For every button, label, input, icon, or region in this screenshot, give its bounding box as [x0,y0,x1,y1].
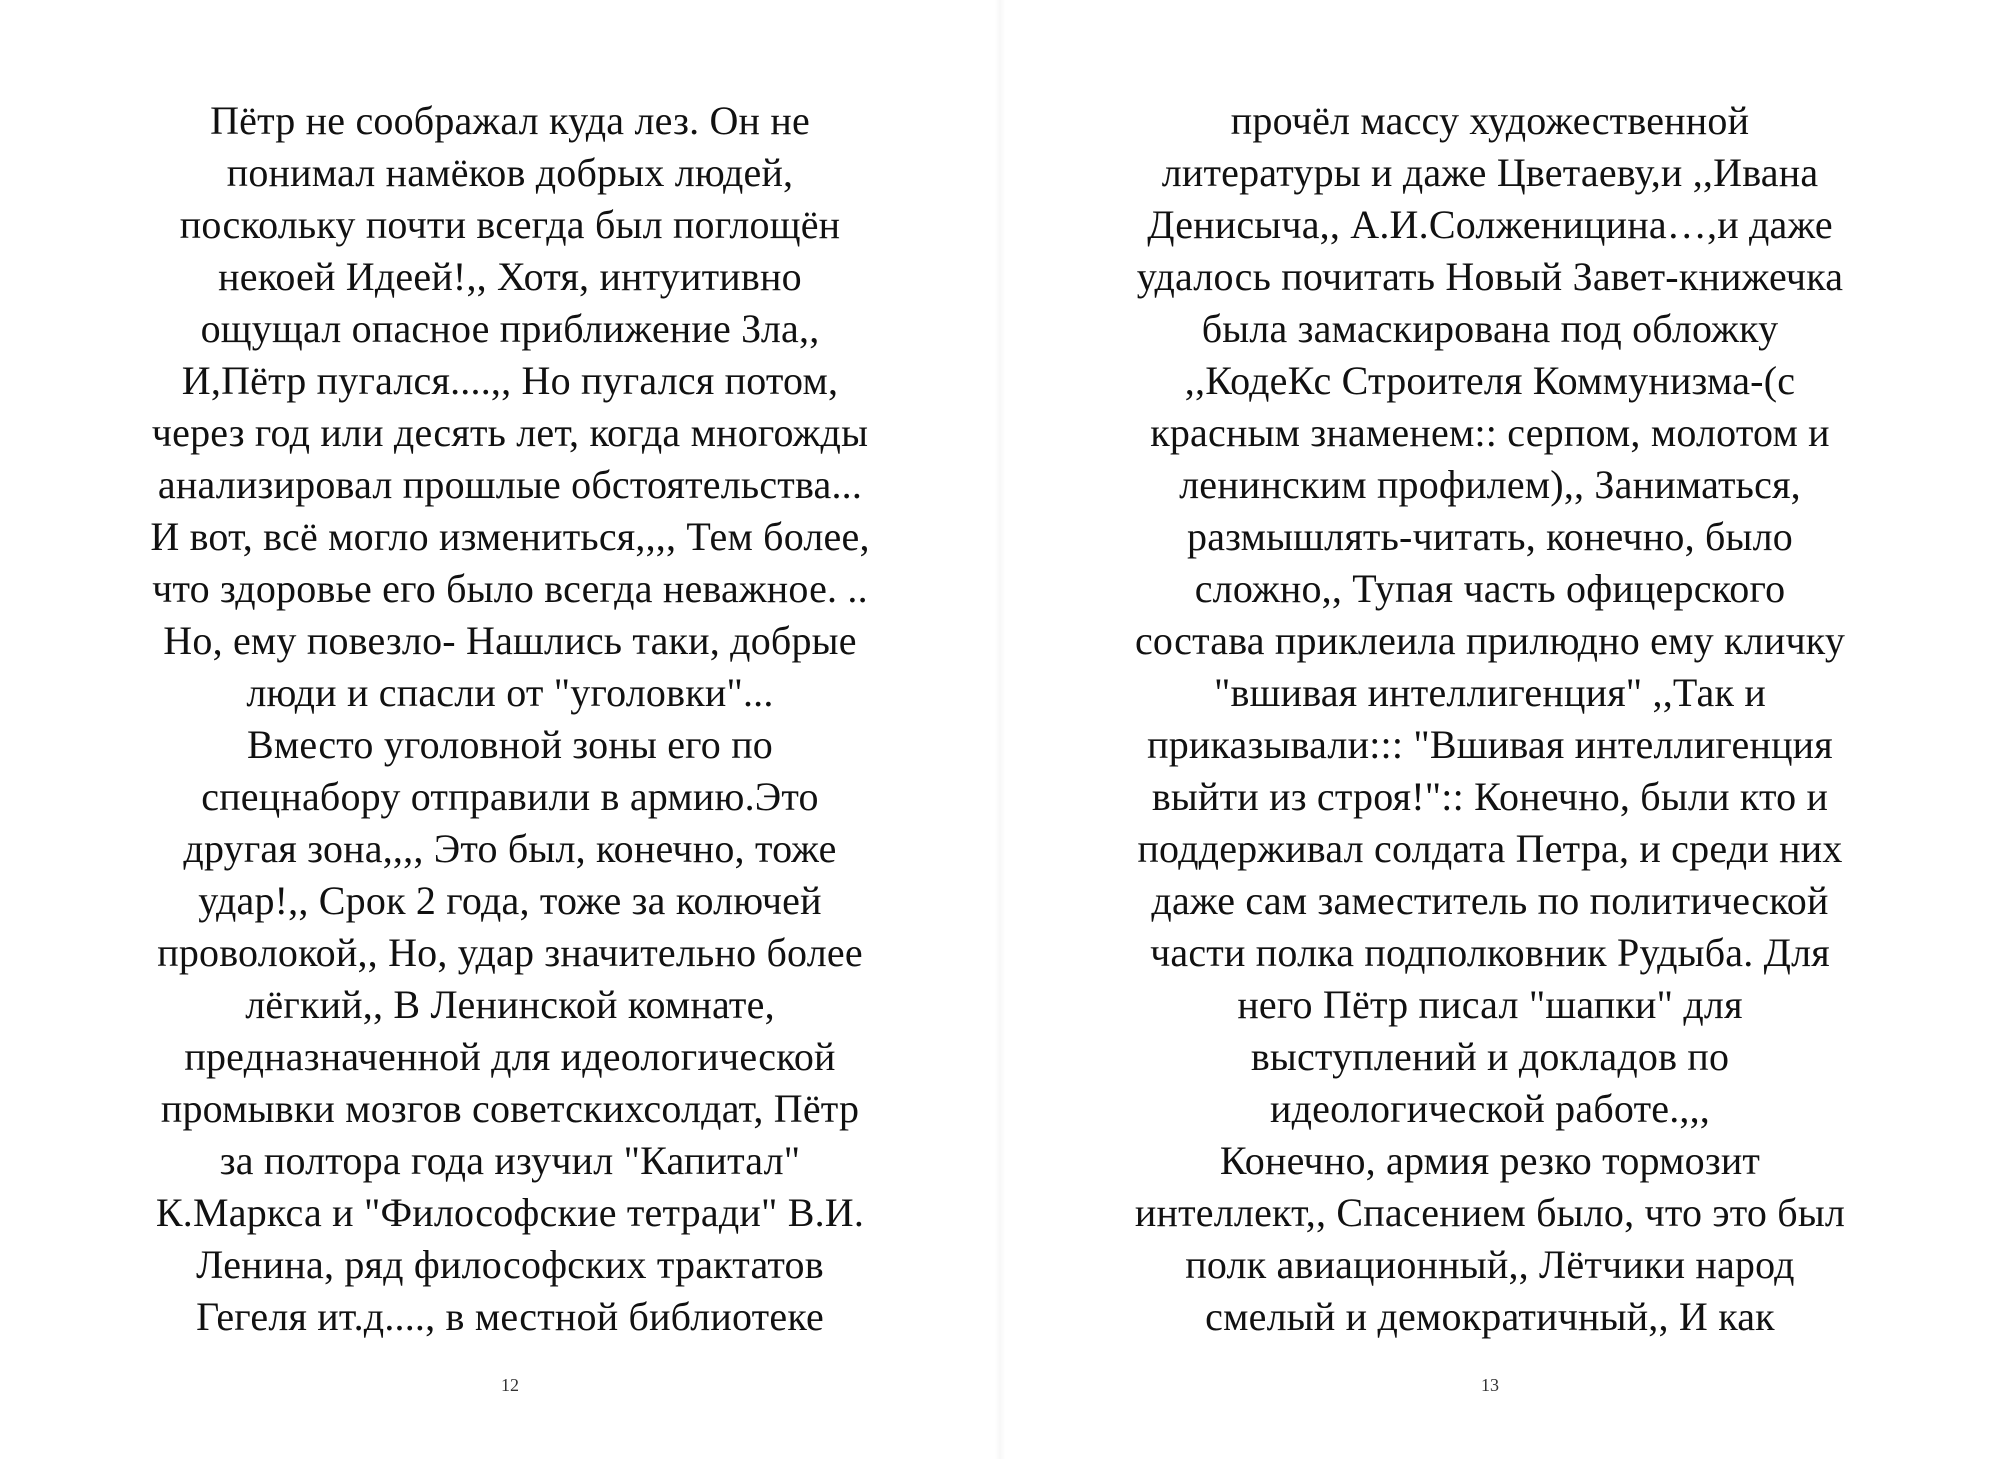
text-line: удалось почитать Новый Завет-книжечка [1136,254,1844,299]
text-line: литературы и даже Цветаеву,и ,,Ивана [1161,150,1819,195]
text-line: красным знаменем:: серпом, молотом и [1150,410,1830,455]
text-line: И вот, всё могло измениться,,,, Тем более, [150,514,870,559]
text-line: понимал намёков добрых людей, [226,150,794,195]
text-line: приказывали::: "Вшивая интеллигенция [1147,722,1833,767]
text-line: даже сам заместитель по политической [1151,878,1829,923]
text-line: К.Маркса и "Философские тетради" В.И. [155,1190,865,1235]
text-line: Денисыча,, А.И.Солженицина…,и даже [1147,202,1833,247]
text-line: спецнабору отправили в армию.Это [201,774,819,819]
text-line: ,,КодеКс Строителя Коммунизма-(с [1184,358,1796,403]
text-line: была замаскирована под обложку [1201,306,1779,351]
text-line: через год или десять лет, когда многожды [151,410,869,455]
text-line: промывки мозгов советскихсолдат, Пётр [160,1086,860,1131]
left-page [20,95,1000,1425]
text-line: поскольку почти всегда был поглощён [179,202,841,247]
text-line: размышлять-читать, конечно, было [1187,514,1793,559]
text-line: ощущал опасное приближение Зла,, [200,306,820,351]
text-line: Гегеля ит.д...., в местной библиотеке [196,1294,824,1339]
left-page-text [20,95,1000,1343]
text-line: него Пётр писал "шапки" для [1237,982,1743,1027]
text-line: удар!,, Срок 2 года, тоже за колючей [198,878,822,923]
text-line: состава приклеила прилюдно ему кличку [1134,618,1846,663]
text-line: поддерживал солдата Петра, и среди них [1137,826,1843,871]
text-line: люди и спасли от "уголовки"... [246,670,774,715]
text-line: идеологической работе.,,, [1270,1086,1710,1131]
text-line: Пётр не соображал куда лез. Он не [210,98,810,143]
text-line: проволокой,, Но, удар значительно более [157,930,863,975]
text-line: части полка подполковник Рудыба. Для [1150,930,1830,975]
text-line: Но, ему повезло- Нашлись таки, добрые [163,618,857,663]
page-number: 13 [1481,1375,1499,1395]
text-line: что здоровье его было всегда неважное. .. [152,566,868,611]
text-line: некоей Идеей!,, Хотя, интуитивно [218,254,802,299]
text-line: ленинским профилем),, Заниматься, [1179,462,1801,507]
text-line: сложно,, Тупая часть офицерского [1194,566,1786,611]
text-line: полк авиационный,, Лётчики народ [1185,1242,1795,1287]
text-line: Вместо уголовной зоны его по [246,722,773,767]
text-line: за полтора года изучил "Капитал" [219,1138,801,1183]
text-line: смелый и демократичный,, И как [1205,1294,1775,1339]
text-line: предназначенной для идеологической [184,1034,836,1079]
text-line: выступлений и докладов по [1250,1034,1730,1079]
text-line: выйти из строя!":: Конечно, были кто и [1151,774,1829,819]
text-line: интеллект,, Спасением было, что это был [1134,1190,1846,1235]
right-page-text [1000,95,1980,1343]
page-number: 12 [501,1375,519,1395]
text-line: "вшивая интеллигенция" ,,Так и [1214,670,1766,715]
text-line: лёгкий,, В Ленинской комнате, [245,982,775,1027]
text-line: прочёл массу художественной [1230,98,1750,143]
text-line: другая зона,,,, Это был, конечно, тоже [183,826,837,871]
text-line: Конечно, армия резко тормозит [1219,1138,1761,1183]
text-line: анализировал прошлые обстоятельства... [157,462,863,507]
text-line: Ленина, ряд философских трактатов [196,1242,824,1287]
text-line: И,Пётр пугался....,, Но пугался потом, [181,358,839,403]
right-page [1000,95,1980,1425]
